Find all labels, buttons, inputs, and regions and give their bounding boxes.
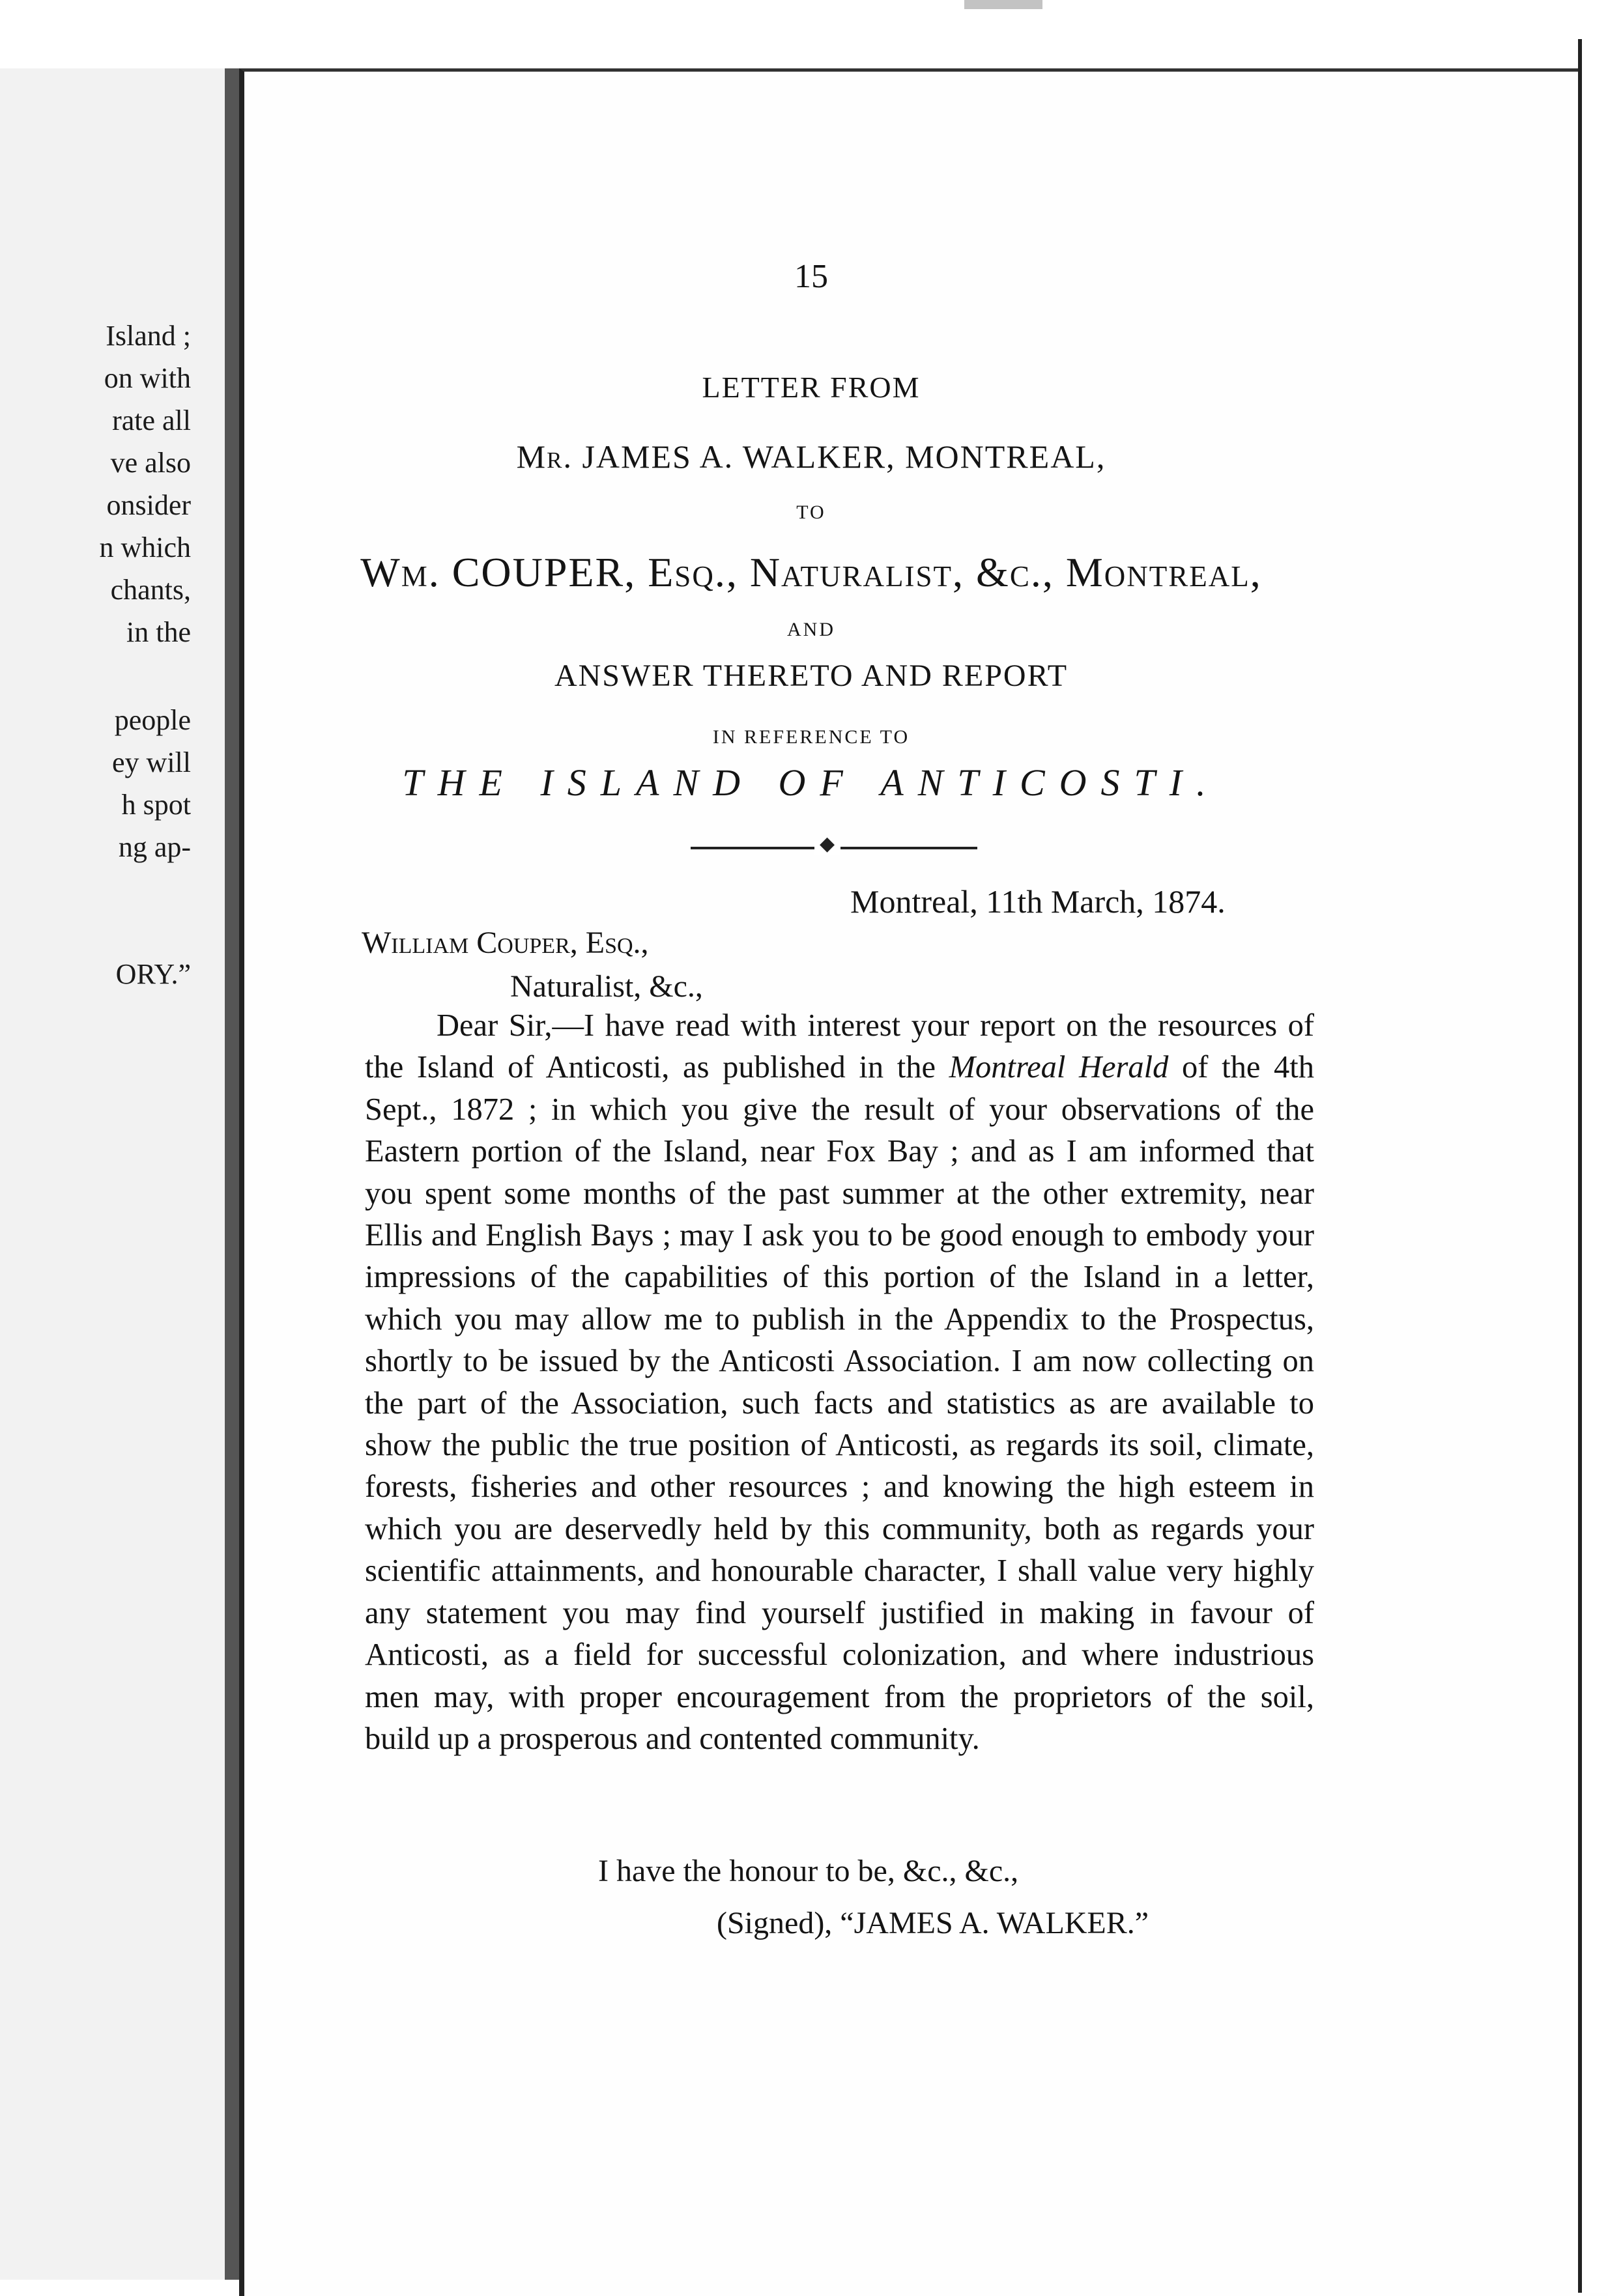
heading-to: TO — [796, 502, 826, 523]
facing-page-line: ng ap- — [118, 831, 191, 863]
heading-answer: ANSWER THERETO AND REPORT — [554, 659, 1069, 693]
page-number: 15 — [794, 258, 828, 295]
heading-in-reference: IN REFERENCE TO — [712, 726, 910, 748]
facing-page-line: h spot — [121, 789, 191, 821]
facing-page-line: on with — [104, 362, 191, 394]
facing-page-line: ve also — [110, 447, 191, 479]
book-gutter — [225, 68, 239, 2280]
facing-page-line: n which — [99, 531, 191, 563]
facing-page-line: people — [114, 704, 191, 736]
letter-body-newspaper: Montreal Herald — [949, 1050, 1169, 1085]
scan-border — [0, 0, 1608, 39]
letter-body — [365, 1005, 1314, 1760]
heading-recipient: Wm. COUPER, Esq., Naturalist, &c., Montreal, — [360, 549, 1262, 595]
letter-closing: I have the honour to be, &c., &c., — [598, 1854, 1019, 1888]
letter-addressee: William Couper, Esq., — [362, 926, 649, 960]
facing-page-line: Island ; — [106, 320, 191, 352]
facing-page — [0, 68, 225, 2280]
facing-page-line: rate all — [112, 404, 191, 436]
facing-page-line: chants, — [110, 574, 191, 606]
heading-letter-from: LETTER FROM — [702, 371, 921, 404]
heading-sender: Mr. JAMES A. WALKER, MONTREAL, — [516, 438, 1106, 475]
letter-addressee-title: Naturalist, &c., — [510, 969, 703, 1004]
heading-subject: THE ISLAND OF ANTICOSTI. — [402, 761, 1220, 804]
heading-and: AND — [787, 619, 835, 640]
facing-page-line: in the — [126, 616, 191, 648]
letter-body-start: Dear Sir,—I have read with interest your report on the resources of the Island of Anticosti, as published in the — [365, 1008, 1314, 1085]
facing-page-line: ORY.” — [115, 958, 191, 990]
facing-page-line: ey will — [112, 746, 191, 778]
letter-body-rest: of the 4th Sept., 1872 ; in which you give the result of your observations of the Eastern portion of the Island, near Fox Bay ; and as I am informed that you spent some months of the past summer at the other extremity, near Ellis and English Bays ; may I ask you to be good enough to embody your impressions of the capabilities of this portion of the Island in a letter, which you may allow me to publish in the Appendix to the Prospectus, shortly to be issued by the Anticosti Association. I am now collecting on the part of the Association, such facts and statistics as are available to show the public the true position of Anticosti, as regards its soil, climate, forests, fisheries and other resources ; and knowing the high esteem in which you are deservedly held by this community, both as regards your scientific attainments, and honourable character, I shall value very highly any statement you may find yourself justified in making in favour of Anticosti, as a field for successful colonization, and where industrious men may, with proper encouragement from the proprietors of the soil, build up a prosperous and contented community. — [365, 1050, 1314, 1756]
letter-dateline: Montreal, 11th March, 1874. — [850, 883, 1226, 920]
facing-page-line: onsider — [106, 489, 191, 521]
ornamental-divider — [691, 847, 977, 849]
page-edge — [1578, 39, 1608, 2293]
letter-signature: (Signed), “JAMES A. WALKER.” — [717, 1906, 1149, 1940]
